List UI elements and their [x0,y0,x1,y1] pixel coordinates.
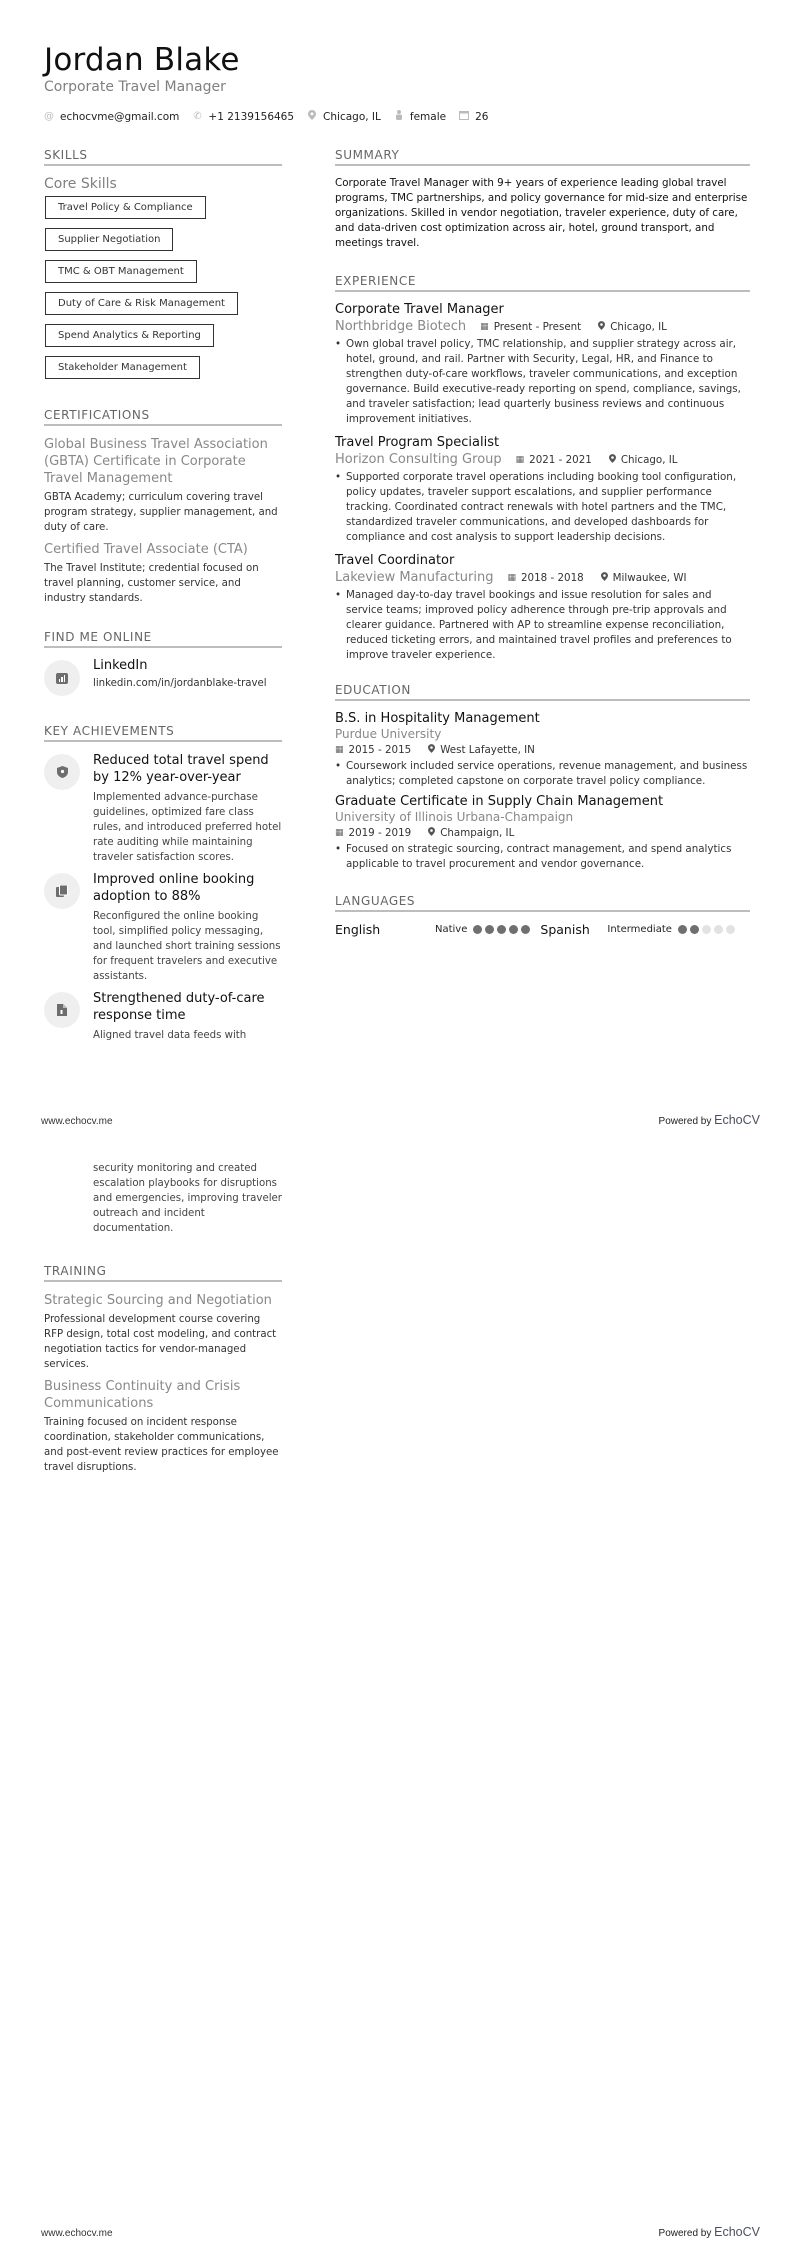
job-meta [335,319,750,334]
rating-dot-filled [485,925,494,934]
footer-powered-by[interactable] [659,2225,760,2239]
brand-name: EchoCV [714,2225,760,2239]
language-item [540,922,735,937]
location-pin-icon [428,827,435,839]
online-heading: FIND ME ONLINE [44,630,282,648]
contact-bar [44,110,501,123]
person-icon [394,110,404,123]
location-value: West Lafayette, IN [440,744,535,756]
skill-tag: Travel Policy & Compliance [45,196,206,219]
job-location [598,321,667,333]
icon-badge [44,660,80,696]
icon-badge [44,992,80,1028]
language-item [335,922,530,937]
contact-location [307,110,381,123]
achievement-title: Reduced total travel spend by 12% year-over-year [93,753,269,785]
rating-dot-empty [714,925,723,934]
skill-tag: Stakeholder Management [45,356,200,379]
education-bullets [335,759,750,789]
dates-value: 2019 - 2019 [348,827,412,839]
degree: Graduate Certificate in Supply Chain Management [335,794,664,809]
achievement-title: Improved online booking adoption to 88% [93,872,255,904]
linkedin-icon [56,673,68,684]
location-value: Chicago, IL [323,110,381,123]
job-meta [335,452,750,467]
job-bullets [335,588,750,663]
education-entry [335,794,750,872]
shield-icon [57,766,68,778]
job-dates [480,321,581,333]
calendar-icon: ▦ [335,745,344,755]
language-level: Native [435,924,468,935]
phone-value: +1 2139156465 [208,110,295,123]
language-list [335,922,750,937]
location-pin-icon [609,454,616,466]
job-location [601,572,687,584]
education-location [428,744,535,756]
summary-text: Corporate Travel Manager with 9+ years of experience leading global travel programs, TMC partnerships, and policy governance for mid-size and enterprise organizations. Skilled in vendor negotiation, traveler experience, duty of care, and data-driven cost optimization across air, hotel, ground transport, and meetings travel. [335,177,748,249]
contact-age [459,111,488,123]
achievement-item [44,990,282,1043]
online-item-linkedin[interactable] [44,658,282,696]
education-heading: EDUCATION [335,683,750,701]
achievement-item [44,871,282,984]
language-level: Intermediate [607,924,672,935]
bullet: • Managed day-to-day travel bookings and issue resolution for sales and service teams; improved policy adherence through pre-trip approvals and clearer guidance. Partnered with AP to streamline expense reconciliation, reduced ticketing errors, and maintained travel profiles and preferences to improve traveler experience. [335,588,750,663]
certifications-heading: CERTIFICATIONS [44,408,282,426]
job-dates [507,572,583,584]
rating-dot-filled [473,925,482,934]
school: Purdue University [335,727,442,741]
left-column-continued [44,1161,282,1481]
calendar-icon: ▦ [507,572,516,583]
language-name: Spanish [540,922,590,937]
skill-tag: Spend Analytics & Reporting [45,324,214,347]
rating-dot-filled [521,925,530,934]
location-value: Chicago, IL [610,320,667,333]
achievement-desc: Reconfigured the online booking tool, simplified policy messaging, and launched short training sessions for frequent travelers and executive assistants. [93,911,281,982]
training-heading: TRAINING [44,1264,282,1282]
rating-dot-filled [509,925,518,934]
footer-site-link[interactable]: www.echocv.me [41,2228,113,2239]
copy-icon [56,885,68,897]
achievement-item [44,752,282,865]
icon-badge [44,873,80,909]
footer-site-link[interactable]: www.echocv.me [41,1116,113,1127]
certifications-section [44,408,282,606]
achievements-heading: KEY ACHIEVEMENTS [44,724,282,742]
training-desc: Professional development course covering RFP design, total cost modeling, and contract negotiation tactics for vendor-managed services. [44,1314,277,1370]
achievement-desc-continued: security monitoring and created escalation playbooks for disruptions and emergencies, improving traveler outreach and incident documentation. [93,1163,282,1234]
rating-dot-empty [702,925,711,934]
job-bullets [335,337,750,427]
location-pin-icon [428,744,435,756]
summary-heading: SUMMARY [335,148,750,166]
education-dates [335,827,411,839]
contact-gender [394,110,446,123]
experience-heading: EXPERIENCE [335,274,750,292]
cert-name: Global Business Travel Association (GBTA) Certificate in Corporate Travel Management [44,437,268,486]
rating-dot-filled [678,925,687,934]
training-name: Strategic Sourcing and Negotiation [44,1293,272,1308]
dates-value: 2021 - 2021 [529,453,592,466]
achievement-desc: Aligned travel data feeds with [93,1030,247,1041]
education-meta [335,744,750,756]
education-meta [335,827,750,839]
job-dates [516,454,592,466]
job-entry [335,435,750,545]
company-name: Northbridge Biotech [335,319,467,334]
location-pin-icon [601,572,608,584]
at-icon: @ [44,111,54,122]
right-column [335,148,750,937]
powered-by-label: Powered by [658,1116,715,1127]
rating-dot-empty [726,925,735,934]
education-section [335,683,750,872]
achievement-desc: Implemented advance-purchase guidelines, optimized fare class rules, and introduced preferred hotel rate auditing while maintaining traveler satisfaction scores. [93,792,282,863]
language-rating [473,925,530,934]
rating-dot-filled [497,925,506,934]
icon-badge [44,754,80,790]
bullet: • Focused on strategic sourcing, contract management, and spend analytics applicable to travel procurement and vendor governance. [335,842,750,872]
training-section [44,1264,282,1475]
cert-desc: The Travel Institute; credential focused on travel planning, customer service, and industry standards. [44,563,259,604]
training-name: Business Continuity and Crisis Communications [44,1379,241,1411]
location-pin-icon [307,110,317,123]
bullet: • Coursework included service operations, revenue management, and business analytics; completed capstone on corporate travel policy compliance. [335,759,750,789]
candidate-title: Corporate Travel Manager [44,79,226,95]
gender-value: female [409,110,447,123]
left-column [44,148,282,1049]
skill-tag: Supplier Negotiation [45,228,173,251]
achievement-title: Strengthened duty-of-care response time [93,991,265,1023]
age-value: 26 [475,110,489,123]
school: University of Illinois Urbana-Champaign [335,810,574,824]
job-title: Travel Program Specialist [335,435,500,450]
job-entry [335,553,750,663]
education-dates [335,744,411,756]
candidate-name: Jordan Blake [44,42,240,78]
brand-name: EchoCV [714,1113,760,1127]
dates-value: Present - Present [493,320,582,333]
job-bullets [335,470,750,545]
location-value: Chicago, IL [620,453,678,466]
email-value: echocvme@gmail.com [60,110,180,123]
footer-powered-by[interactable] [659,1113,760,1127]
languages-heading: LANGUAGES [335,894,750,912]
achievements-section [44,724,282,1043]
languages-section [335,894,750,937]
language-rating [678,925,735,934]
skills-section [44,148,282,388]
skill-tag: TMC & OBT Management [45,260,197,283]
education-entry [335,711,750,789]
cert-name: Certified Travel Associate (CTA) [44,542,248,557]
location-value: Milwaukee, WI [612,571,687,584]
company-name: Lakeview Manufacturing [335,570,494,585]
dates-value: 2015 - 2015 [348,744,412,756]
job-title: Corporate Travel Manager [335,302,504,317]
document-icon [57,1004,67,1016]
job-title: Travel Coordinator [335,553,455,568]
job-location [609,454,678,466]
location-pin-icon [598,321,605,333]
training-desc: Training focused on incident response coordination, stakeholder communications, and post-event review practices for employee travel disruptions. [44,1417,279,1473]
job-entry [335,302,750,427]
skill-list [44,196,282,388]
rating-dot-filled [690,925,699,934]
skills-heading: SKILLS [44,148,282,166]
skill-tag: Duty of Care & Risk Management [45,292,238,315]
online-section [44,630,282,696]
online-label: LinkedIn [93,658,148,673]
bullet: • Own global travel policy, TMC relationship, and supplier strategy across air, hotel, ground, and rail. Partner with Security, Legal, HR, and Finance to strengthen duty-of-care workflows, traveler communications, and exception governance. Build executive-ready reporting on spend, compliance, savings, and traveler satisfaction; lead quarterly business reviews and continuous improvement initiatives. [335,337,750,427]
cert-desc: GBTA Academy; curriculum covering travel program strategy, supplier management, and duty of care. [44,492,278,533]
calendar-icon [459,111,469,123]
online-url[interactable]: linkedin.com/in/jordanblake-travel [93,678,267,689]
contact-email[interactable] [44,111,179,123]
degree: B.S. in Hospitality Management [335,711,540,726]
contact-phone[interactable] [192,111,294,123]
dates-value: 2018 - 2018 [521,571,584,584]
bullet: • Supported corporate travel operations including booking tool configuration, policy updates, traveler support escalations, and supplier performance tracking. Coordinated contract renewals with hotel partners and the TMC, standardized traveler communications, and developed dashboards for compliance and cost analysis to support leadership decisions. [335,470,750,545]
calendar-icon: ▦ [480,321,489,332]
education-bullets [335,842,750,872]
summary-section [335,148,750,251]
language-name: English [335,922,381,937]
education-location [428,827,514,839]
job-meta [335,570,750,585]
phone-icon: ✆ [193,111,202,122]
location-value: Champaign, IL [440,827,515,839]
company-name: Horizon Consulting Group [335,452,502,467]
experience-section [335,274,750,663]
calendar-icon: ▦ [335,828,344,838]
powered-by-label: Powered by [658,2228,715,2239]
skills-group-title: Core Skills [44,176,117,192]
calendar-icon: ▦ [515,454,525,465]
